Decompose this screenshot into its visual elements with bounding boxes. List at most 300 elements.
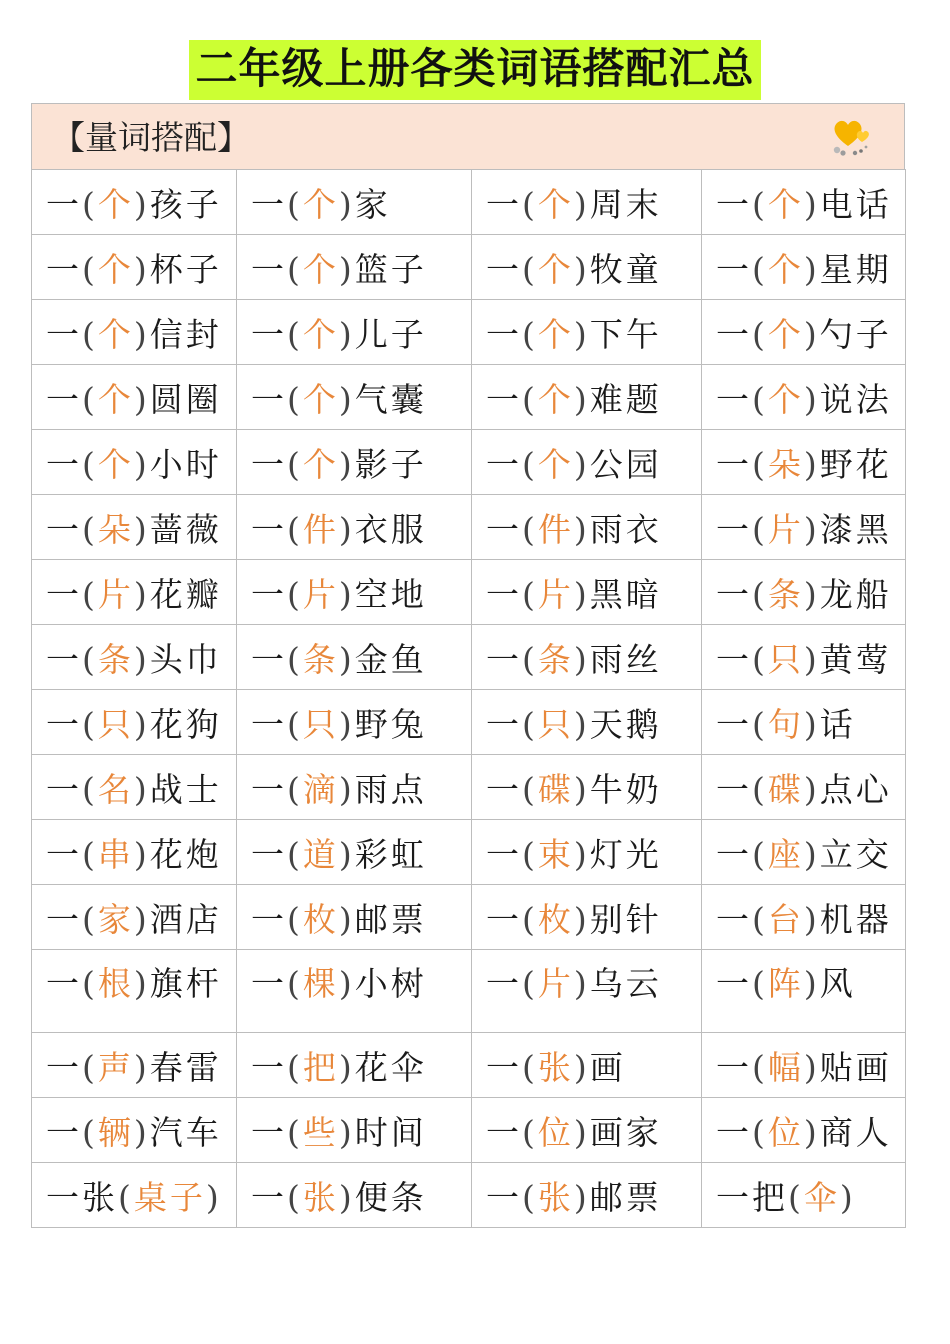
phrase-noun: 别针 [589, 899, 662, 939]
phrase-prefix: 一 [46, 379, 82, 419]
phrase-prefix: 一 [716, 314, 752, 354]
open-paren: ( [522, 639, 538, 679]
phrase-cell [702, 885, 906, 950]
measure-word: 个 [767, 379, 804, 419]
open-paren: ( [522, 1047, 538, 1087]
close-paren: ) [573, 1177, 590, 1217]
phrase-prefix: 一 [46, 1047, 82, 1087]
phrase-prefix: 一 [716, 249, 752, 289]
open-paren: ( [82, 249, 98, 289]
phrase-cell [702, 430, 906, 495]
close-paren: ) [133, 574, 150, 614]
close-paren: ) [573, 379, 590, 419]
phrase-noun: 立交 [819, 834, 892, 874]
table-row [32, 625, 906, 690]
close-paren: ) [573, 704, 590, 744]
phrase-noun: 牧童 [589, 249, 662, 289]
open-paren: ( [522, 314, 538, 354]
phrase-cell [472, 690, 702, 755]
phrase-cell [32, 170, 237, 235]
phrase-prefix: 一 [716, 184, 752, 224]
phrase-prefix: 一 [251, 1177, 287, 1217]
phrase-cell [472, 1163, 702, 1228]
phrase-cell [237, 1098, 472, 1163]
close-paren: ) [338, 509, 355, 549]
phrase-cell [702, 560, 906, 625]
open-paren: ( [752, 249, 768, 289]
close-paren: ) [338, 704, 355, 744]
open-paren: ( [287, 379, 303, 419]
measure-word: 束 [537, 834, 574, 874]
phrase-prefix: 一 [716, 574, 752, 614]
close-paren: ) [803, 834, 820, 874]
table-row [32, 755, 906, 820]
phrase-prefix: 一 [486, 769, 522, 809]
phrase-prefix: 一 [46, 769, 82, 809]
measure-word: 片 [302, 574, 339, 614]
phrase-prefix: 一 [486, 834, 522, 874]
open-paren: ( [752, 444, 768, 484]
phrase-noun: 彩虹 [354, 834, 427, 874]
phrase-prefix: 一 [46, 574, 82, 614]
phrase-prefix: 一 [251, 249, 287, 289]
phrase-prefix: 一 [486, 314, 522, 354]
phrase-cell [237, 1163, 472, 1228]
measure-word: 名 [97, 769, 134, 809]
open-paren: ( [522, 769, 538, 809]
phrase-cell [472, 820, 702, 885]
close-paren: ) [338, 1177, 355, 1217]
open-paren: ( [752, 964, 768, 1003]
close-paren: ) [338, 314, 355, 354]
open-paren: ( [287, 899, 303, 939]
close-paren: ) [573, 964, 590, 1003]
phrase-cell [472, 170, 702, 235]
phrase-noun: 信封 [149, 314, 222, 354]
open-paren: ( [752, 639, 768, 679]
phrase-prefix: 一 [251, 184, 287, 224]
phrase-noun: 灯光 [589, 834, 662, 874]
phrase-prefix: 一 [251, 769, 287, 809]
open-paren: ( [522, 509, 538, 549]
phrase-noun: 汽车 [149, 1112, 222, 1152]
section-label: 【量词搭配】 [52, 118, 250, 157]
measure-word: 只 [767, 639, 804, 679]
measure-word: 个 [302, 314, 339, 354]
close-paren: ) [803, 249, 820, 289]
phrase-noun: 圆圈 [149, 379, 222, 419]
hearts-icon [828, 112, 876, 160]
phrase-noun: 蔷薇 [149, 509, 222, 549]
phrase-prefix: 一 [486, 899, 522, 939]
phrase-cell [237, 170, 472, 235]
phrase-noun: 便条 [354, 1177, 427, 1217]
open-paren: ( [522, 1177, 538, 1217]
measure-word: 桌子 [133, 1177, 206, 1217]
open-paren: ( [287, 1177, 303, 1217]
phrase-prefix: 一 [716, 379, 752, 419]
phrase-prefix: 一 [486, 379, 522, 419]
phrase-noun: 难题 [589, 379, 662, 419]
phrase-prefix: 一 [486, 574, 522, 614]
phrase-noun: 雨丝 [589, 639, 662, 679]
phrase-prefix: 一 [251, 379, 287, 419]
phrase-noun: 公园 [589, 444, 662, 484]
phrase-noun: 话 [819, 704, 856, 744]
close-paren: ) [338, 1047, 355, 1087]
table-row [32, 950, 906, 1033]
open-paren: ( [82, 444, 98, 484]
phrase-prefix: 一 [716, 509, 752, 549]
phrase-cell [702, 495, 906, 560]
phrase-prefix: 一 [486, 184, 522, 224]
phrase-noun: 雨点 [354, 769, 427, 809]
close-paren: ) [803, 899, 820, 939]
measure-word: 声 [97, 1047, 134, 1087]
measure-word: 个 [302, 249, 339, 289]
table-row [32, 1098, 906, 1163]
phrase-prefix: 一 [716, 639, 752, 679]
measure-word: 句 [767, 704, 804, 744]
close-paren: ) [803, 1047, 820, 1087]
phrase-cell [32, 430, 237, 495]
open-paren: ( [82, 1047, 98, 1087]
phrase-noun: 说法 [819, 379, 892, 419]
phrase-cell [472, 560, 702, 625]
phrase-noun: 酒店 [149, 899, 222, 939]
phrase-prefix: 一 [716, 1112, 752, 1152]
phrase-noun: 天鹅 [589, 704, 662, 744]
measure-word: 张 [537, 1177, 574, 1217]
measure-word: 位 [767, 1112, 804, 1152]
phrase-noun: 邮票 [354, 899, 427, 939]
phrase-prefix: 一 [251, 1047, 287, 1087]
measure-word: 串 [97, 834, 134, 874]
close-paren: ) [803, 769, 820, 809]
phrase-noun: 下午 [589, 314, 662, 354]
phrase-prefix: 一 [251, 834, 287, 874]
measure-word: 个 [537, 184, 574, 224]
open-paren: ( [752, 834, 768, 874]
table-row [32, 365, 906, 430]
phrase-noun: 点心 [819, 769, 892, 809]
measure-word: 道 [302, 834, 339, 874]
phrase-cell [472, 950, 702, 1033]
phrase-cell [237, 495, 472, 560]
phrase-cell [237, 820, 472, 885]
phrase-cell [702, 235, 906, 300]
phrase-cell [32, 1033, 237, 1098]
close-paren: ) [133, 704, 150, 744]
phrase-cell [472, 365, 702, 430]
phrase-noun: 花瓣 [149, 574, 222, 614]
table-row [32, 495, 906, 560]
measure-word: 只 [537, 704, 574, 744]
open-paren: ( [287, 834, 303, 874]
open-paren: ( [522, 444, 538, 484]
phrase-cell [702, 1033, 906, 1098]
phrase-cell [237, 365, 472, 430]
close-paren: ) [803, 639, 820, 679]
measure-word: 枚 [302, 899, 339, 939]
close-paren: ) [133, 509, 150, 549]
open-paren: ( [82, 834, 98, 874]
close-paren: ) [573, 1047, 590, 1087]
phrase-noun: 牛奶 [589, 769, 662, 809]
close-paren: ) [573, 314, 590, 354]
open-paren: ( [82, 639, 98, 679]
phrase-prefix: 一 [46, 899, 82, 939]
phrase-cell [702, 1098, 906, 1163]
phrase-noun: 篮子 [354, 249, 427, 289]
phrase-noun: 商人 [819, 1112, 892, 1152]
phrase-prefix: 一 [46, 639, 82, 679]
phrase-noun: 头巾 [149, 639, 222, 679]
phrase-prefix: 一 [486, 249, 522, 289]
phrase-cell [702, 1163, 906, 1228]
phrase-noun: 电话 [819, 184, 892, 224]
measure-word: 个 [302, 184, 339, 224]
phrase-prefix: 一 [486, 1177, 522, 1217]
phrase-prefix: 一 [46, 184, 82, 224]
phrase-prefix: 一 [251, 964, 287, 1003]
phrase-noun: 黑暗 [589, 574, 662, 614]
table-row [32, 690, 906, 755]
phrase-prefix: 一 [251, 314, 287, 354]
measure-word: 个 [97, 184, 134, 224]
phrase-prefix: 一 [251, 509, 287, 549]
phrase-prefix: 一 [486, 1047, 522, 1087]
measure-word: 阵 [767, 964, 804, 1003]
phrase-noun: 战士 [149, 769, 222, 809]
open-paren: ( [752, 574, 768, 614]
phrase-noun: 野花 [819, 444, 892, 484]
open-paren: ( [82, 184, 98, 224]
open-paren: ( [287, 964, 303, 1003]
open-paren: ( [287, 314, 303, 354]
open-paren: ( [82, 1112, 98, 1152]
phrase-prefix: 一 [486, 704, 522, 744]
close-paren: ) [338, 249, 355, 289]
phrase-noun: 春雷 [149, 1047, 222, 1087]
phrase-prefix: 一 [486, 444, 522, 484]
measure-word: 位 [537, 1112, 574, 1152]
measure-word: 枚 [537, 899, 574, 939]
close-paren: ) [338, 964, 355, 1003]
close-paren: ) [573, 574, 590, 614]
open-paren: ( [287, 1112, 303, 1152]
close-paren: ) [133, 899, 150, 939]
open-paren: ( [287, 574, 303, 614]
phrase-cell [702, 820, 906, 885]
phrase-cell [32, 495, 237, 560]
close-paren: ) [573, 834, 590, 874]
close-paren: ) [803, 444, 820, 484]
table-row [32, 560, 906, 625]
open-paren: ( [287, 249, 303, 289]
open-paren: ( [82, 379, 98, 419]
phrase-prefix: 一 [46, 314, 82, 354]
open-paren: ( [522, 574, 538, 614]
close-paren: ) [803, 509, 820, 549]
phrase-prefix: 一 [46, 1112, 82, 1152]
close-paren: ) [573, 444, 590, 484]
phrase-cell [32, 1098, 237, 1163]
close-paren: ) [573, 1112, 590, 1152]
close-paren: ) [573, 899, 590, 939]
phrase-cell [472, 235, 702, 300]
phrase-prefix: 一 [716, 444, 752, 484]
phrase-cell [32, 820, 237, 885]
phrase-noun: 贴画 [819, 1047, 892, 1087]
measure-word: 个 [767, 184, 804, 224]
phrase-prefix: 一 [46, 444, 82, 484]
close-paren: ) [573, 249, 590, 289]
phrase-prefix: 一 [46, 249, 82, 289]
phrase-prefix: 一 [251, 574, 287, 614]
measure-word: 只 [302, 704, 339, 744]
close-paren: ) [338, 899, 355, 939]
phrase-noun: 漆黑 [819, 509, 892, 549]
measure-word: 条 [767, 574, 804, 614]
phrase-noun: 黄莺 [819, 639, 892, 679]
phrase-prefix: 一 [716, 964, 752, 1003]
open-paren: ( [752, 1112, 768, 1152]
phrase-noun: 风 [819, 964, 856, 1003]
measure-word: 条 [97, 639, 134, 679]
close-paren: ) [133, 964, 150, 1003]
phrase-noun: 儿子 [354, 314, 427, 354]
open-paren: ( [82, 574, 98, 614]
measure-word: 碟 [537, 769, 574, 809]
phrase-cell [702, 170, 906, 235]
close-paren: ) [338, 769, 355, 809]
open-paren: ( [788, 1177, 804, 1217]
phrase-cell [32, 1163, 237, 1228]
phrase-noun: 杯子 [149, 249, 222, 289]
open-paren: ( [752, 379, 768, 419]
table-row [32, 1033, 906, 1098]
section-header [31, 103, 905, 169]
phrase-noun: 时间 [354, 1112, 427, 1152]
phrase-noun: 乌云 [589, 964, 662, 1003]
open-paren: ( [287, 184, 303, 224]
measure-word: 个 [97, 379, 134, 419]
close-paren: ) [803, 184, 820, 224]
close-paren: ) [573, 769, 590, 809]
phrase-cell [32, 625, 237, 690]
open-paren: ( [287, 704, 303, 744]
page-title: 二年级上册各类词语搭配汇总 [189, 40, 760, 100]
open-paren: ( [82, 964, 98, 1003]
open-paren: ( [752, 899, 768, 939]
phrase-cell [237, 885, 472, 950]
close-paren: ) [205, 1177, 222, 1217]
measure-word: 个 [767, 249, 804, 289]
phrase-noun: 家 [354, 184, 391, 224]
phrase-prefix: 一 [46, 964, 82, 1003]
title-wrap [0, 40, 950, 100]
measure-word: 个 [97, 314, 134, 354]
table-row [32, 235, 906, 300]
measure-word: 棵 [302, 964, 339, 1003]
open-paren: ( [82, 704, 98, 744]
measure-word: 张 [302, 1177, 339, 1217]
phrase-prefix: 一把 [716, 1177, 788, 1217]
phrase-cell [237, 1033, 472, 1098]
measure-word: 个 [537, 314, 574, 354]
measure-word: 条 [537, 639, 574, 679]
open-paren: ( [522, 964, 538, 1003]
phrase-cell [472, 885, 702, 950]
close-paren: ) [133, 379, 150, 419]
measure-word: 只 [97, 704, 134, 744]
phrase-prefix: 一 [716, 1047, 752, 1087]
phrase-noun: 周末 [589, 184, 662, 224]
measure-word: 台 [767, 899, 804, 939]
phrase-cell [472, 430, 702, 495]
phrase-prefix: 一 [716, 704, 752, 744]
phrase-cell [32, 755, 237, 820]
measure-word: 件 [537, 509, 574, 549]
table-row [32, 430, 906, 495]
phrase-noun: 星期 [819, 249, 892, 289]
open-paren: ( [752, 1047, 768, 1087]
close-paren: ) [133, 639, 150, 679]
open-paren: ( [287, 639, 303, 679]
phrase-prefix: 一 [716, 834, 752, 874]
phrase-noun: 邮票 [589, 1177, 662, 1217]
open-paren: ( [287, 509, 303, 549]
open-paren: ( [82, 769, 98, 809]
phrase-prefix: 一 [251, 899, 287, 939]
table-row [32, 885, 906, 950]
phrase-noun: 空地 [354, 574, 427, 614]
measure-word: 个 [302, 379, 339, 419]
phrase-cell [472, 1098, 702, 1163]
phrase-noun: 小树 [354, 964, 427, 1003]
measure-word: 朵 [767, 444, 804, 484]
close-paren: ) [338, 574, 355, 614]
measure-word: 片 [537, 964, 574, 1003]
measure-word: 个 [767, 314, 804, 354]
phrase-prefix: 一 [486, 964, 522, 1003]
close-paren: ) [839, 1177, 856, 1217]
measure-word: 片 [537, 574, 574, 614]
phrase-noun: 花狗 [149, 704, 222, 744]
table-row [32, 300, 906, 365]
phrase-cell [237, 755, 472, 820]
phrase-cell [702, 625, 906, 690]
measure-word: 辆 [97, 1112, 134, 1152]
open-paren: ( [522, 899, 538, 939]
close-paren: ) [338, 1112, 355, 1152]
measure-word: 些 [302, 1112, 339, 1152]
phrase-noun: 机器 [819, 899, 892, 939]
measure-word: 把 [302, 1047, 339, 1087]
phrase-cell [32, 300, 237, 365]
phrase-cell [472, 300, 702, 365]
phrase-prefix: 一 [486, 1112, 522, 1152]
phrase-noun: 勺子 [819, 314, 892, 354]
open-paren: ( [287, 1047, 303, 1087]
close-paren: ) [338, 834, 355, 874]
phrase-prefix: 一 [251, 639, 287, 679]
close-paren: ) [133, 1112, 150, 1152]
measure-word-sheet [31, 103, 905, 1228]
measure-word: 条 [302, 639, 339, 679]
open-paren: ( [522, 379, 538, 419]
